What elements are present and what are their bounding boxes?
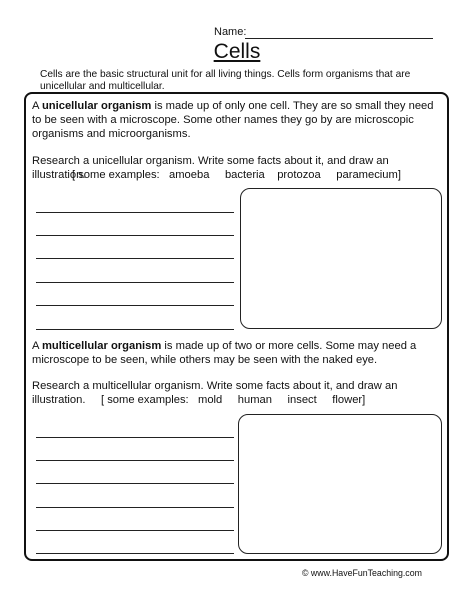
writing-line[interactable]	[36, 507, 234, 508]
unicellular-description: A unicellular organism is made up of only one cell. They are so small they need to be seen with a microscope. Some other names they go by are microscopic organisms and microorganisms.	[32, 100, 434, 140]
copyright-footer: © www.HaveFunTeaching.com	[302, 568, 422, 578]
writing-line[interactable]	[36, 329, 234, 330]
unicellular-term: unicellular organism	[41, 100, 152, 112]
writing-line[interactable]	[36, 212, 234, 213]
illustration-box-multicellular[interactable]	[238, 414, 442, 554]
writing-line[interactable]	[36, 553, 234, 554]
name-label: Name:	[214, 26, 247, 38]
name-line[interactable]	[245, 38, 433, 39]
multicellular-term: multicellular organism	[41, 340, 162, 352]
writing-line[interactable]	[36, 258, 234, 259]
intro-text: Cells are the basic structural unit for all living things. Cells form organisms that are unicellular and multicellular.	[40, 69, 411, 92]
writing-line[interactable]	[36, 235, 234, 236]
illustration-box-unicellular[interactable]	[240, 188, 442, 329]
writing-line[interactable]	[36, 483, 234, 484]
page-title: Cells	[213, 40, 261, 63]
multicellular-instruction: Research a multicellular organism. Write some facts about it, and draw an illustration.	[32, 380, 398, 406]
writing-line[interactable]	[36, 305, 234, 306]
unicellular-examples: [ some examples: amoeba bacteria protozoa paramecium]	[72, 169, 401, 181]
multicellular-examples: [ some examples: mold human insect flower]	[101, 394, 366, 406]
writing-line[interactable]	[36, 282, 234, 283]
writing-line[interactable]	[36, 437, 234, 438]
writing-line[interactable]	[36, 530, 234, 531]
writing-line[interactable]	[36, 460, 234, 461]
unicellular-instruction: Research a unicellular organism. Write some facts about it, and draw an illustration.	[32, 155, 389, 181]
multicellular-description: A multicellular organism is made up of two or more cells. Some may need a microscope to be seen, while others may be seen with the naked eye.	[32, 340, 417, 366]
